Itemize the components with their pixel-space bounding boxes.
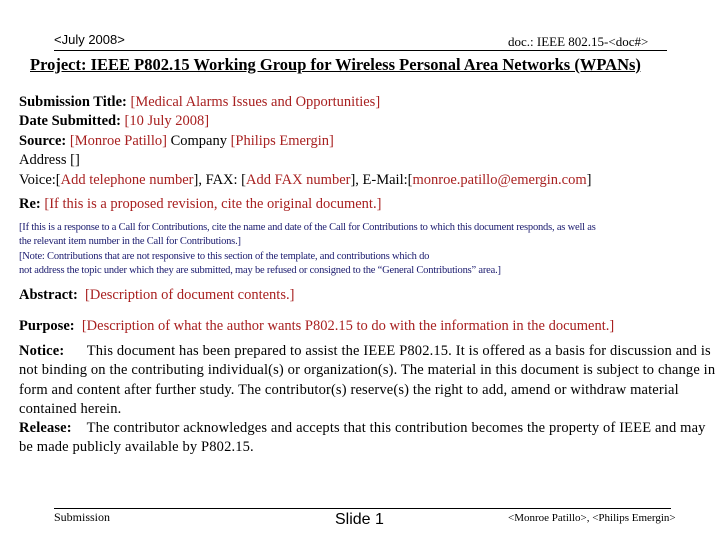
note-line: [Note: Contributions that are not responsive to this section of the template, and contributions which do	[19, 251, 430, 262]
project-title: Project: IEEE P802.15 Working Group for Wireless Personal Area Networks (WPANs)	[30, 55, 641, 74]
email: monroe.patillo@emergin.com	[412, 172, 587, 188]
header-rule	[54, 50, 667, 51]
release-text: The contributor acknowledges and accepts that this contribution becomes the property of IEEE and may be made publicly available by P802.15.	[19, 420, 706, 456]
notice-text: This document has been prepared to assist the IEEE P802.15. It is offered as a basis for discussion and is not binding on the contributing individual(s) or organization(s). The material in this document is subject to change in form and content after further study. The contributor(s) reserve(s) the right to add, amend or withdraw material contained herein.	[19, 343, 716, 417]
note-line: [If this is a response to a Call for Contributions, cite the name and date of the Call for Contributions to which this document responds, as well as	[19, 222, 596, 233]
abstract-line	[19, 287, 294, 304]
footer-rule	[54, 508, 671, 509]
label: Abstract:	[19, 287, 78, 303]
label: ], E-Mail:[	[350, 172, 413, 188]
submission-title: [Medical Alarms Issues and Opportunities]	[130, 94, 381, 110]
label: Submission Title:	[19, 94, 127, 110]
label: ], FAX: [	[193, 172, 247, 188]
source-line	[19, 133, 334, 150]
purpose: [Description of what the author wants P802.15 to do with the information in the document.]	[81, 318, 615, 334]
date-line	[19, 113, 209, 130]
address: Address []	[19, 152, 80, 168]
slide-number: Slide 1	[335, 511, 384, 528]
footer-author: <Monroe Patillo>, <Philips Emergin>	[508, 512, 676, 524]
re-line	[19, 196, 381, 213]
footer-submission: Submission	[54, 510, 111, 524]
purpose-line	[19, 318, 614, 335]
re: [If this is a proposed revision, cite the original document.]	[44, 196, 382, 212]
notice-release	[19, 342, 719, 458]
label: ]	[586, 172, 592, 188]
voice: Add telephone number	[60, 172, 194, 188]
label: Re:	[19, 196, 41, 212]
abstract: [Description of document contents.]	[85, 287, 295, 303]
label: Notice:	[19, 343, 65, 359]
date-submitted: [10 July 2008]	[124, 113, 210, 129]
contact-line	[19, 172, 591, 189]
note-line: not address the topic under which they are submitted, may be refused or consigned to the “General Contributions” area.]	[19, 265, 501, 276]
label: Company	[166, 133, 231, 149]
header-doc-id: doc.: IEEE 802.15-<doc#>	[508, 34, 649, 49]
source: [Monroe Patillo]	[69, 133, 167, 149]
header-date: <July 2008>	[54, 32, 125, 47]
label: Source:	[19, 133, 67, 149]
label: Voice:[	[19, 172, 61, 188]
note-line: the relevant item number in the Call for Contributions.]	[19, 236, 241, 247]
label: Purpose:	[19, 318, 75, 334]
company: [Philips Emergin]	[230, 133, 334, 149]
fax: Add FAX number	[246, 172, 351, 188]
label: Date Submitted:	[19, 113, 121, 129]
label: Release:	[19, 420, 72, 437]
submission-title-line	[19, 94, 380, 111]
